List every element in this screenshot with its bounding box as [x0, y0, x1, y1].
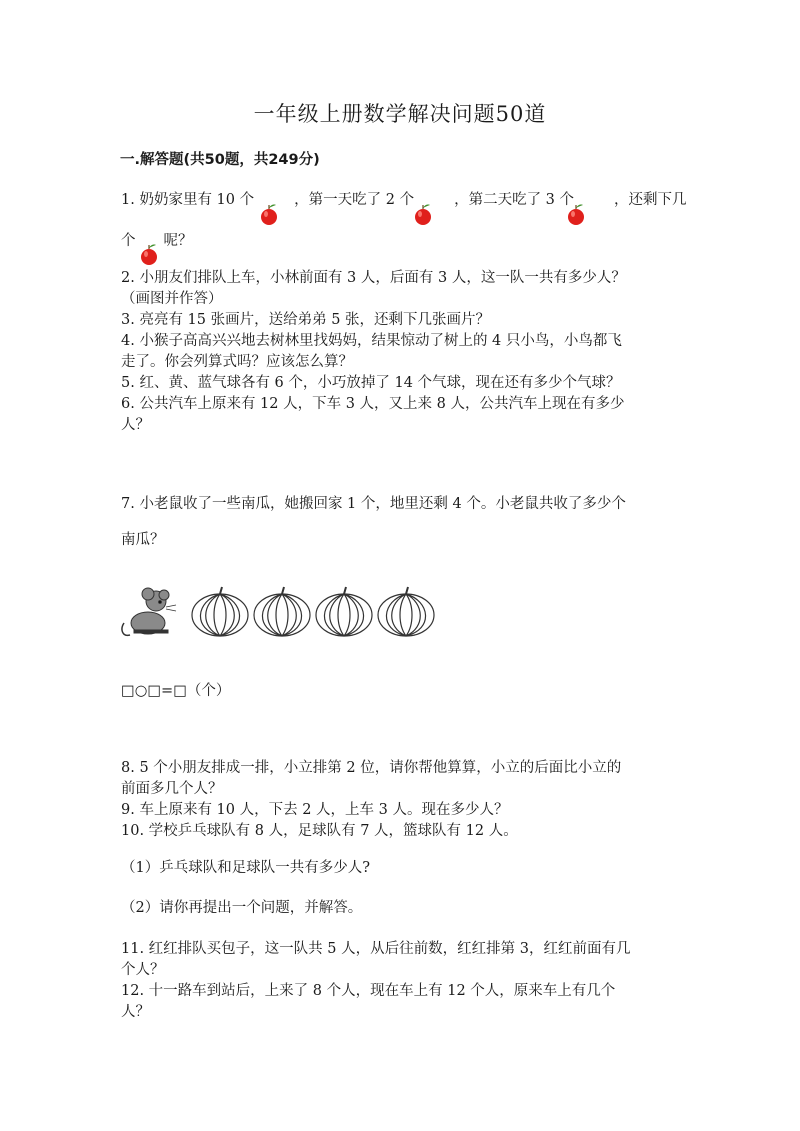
question-7-line-1: 7. 小老鼠收了一些南瓜，她搬回家 1 个，地里还剩 4 个。小老鼠共收了多少个 [121, 496, 626, 512]
question-5: 5. 红、黄、蓝气球各有 6 个，小巧放掉了 14 个气球，现在还有多少个气球？ [121, 375, 621, 391]
mouse-icon [122, 588, 176, 635]
q1-text-e: 个 [121, 233, 136, 249]
q1-text-f: 呢？ [163, 233, 193, 249]
question-8-line-2: 前面多几个人？ [121, 781, 223, 797]
apple-icon [258, 202, 280, 226]
question-7-line-2: 南瓜？ [121, 532, 165, 548]
question-10-line-1: 10. 学校乒乓球队有 8 人，足球队有 7 人，篮球队有 12 人。 [121, 823, 518, 839]
mouse-and-pumpkins-picture [120, 585, 440, 645]
question-9: 9. 车上原来有 10 人，下去 2 人，上车 3 人。现在多少人？ [121, 802, 509, 818]
pumpkin-icon [192, 587, 248, 636]
pumpkin-icon [316, 587, 372, 636]
question-2-line-2: （画图并作答） [121, 291, 223, 307]
question-4-line-2: 走了。你会列算式吗？应该怎么算？ [121, 354, 353, 370]
q1-text-a: 1. 奶奶家里有 10 个 [121, 192, 255, 208]
apple-icon [138, 242, 160, 266]
q1-text-d: ，还剩下几 [614, 192, 687, 208]
question-4-line-1: 4. 小猴子高高兴兴地去树林里找妈妈，结果惊动了树上的 4 只小鸟，小鸟都飞 [121, 333, 622, 349]
apple-icon [412, 202, 434, 226]
question-2-line-1: 2. 小朋友们排队上车，小林前面有 3 人，后面有 3 人，这一队一共有多少人？ [121, 270, 626, 286]
question-12-line-2: 人？ [121, 1004, 150, 1020]
apple-icon [565, 202, 587, 226]
question-6-line-2: 人？ [121, 417, 150, 433]
q1-text-c: ，第二天吃了 3 个 [454, 192, 575, 208]
question-6-line-1: 6. 公共汽车上原来有 12 人，下车 3 人，又上来 8 人，公共汽车上现在有多少 [121, 396, 625, 412]
question-11-line-2: 个人？ [121, 962, 165, 978]
question-8-line-1: 8. 5 个小朋友排成一排，小立排第 2 位，请你帮他算算，小立的后面比小立的 [121, 760, 622, 776]
question-3: 3. 亮亮有 15 张画片，送给弟弟 5 张，还剩下几张画片？ [121, 312, 491, 328]
question-10-sub-2: （2）请你再提出一个问题，并解答。 [121, 900, 363, 916]
question-7-formula: □○□=□（个） [121, 683, 231, 699]
question-10-sub-1: （1）乒乓球队和足球队一共有多少人? [121, 860, 370, 876]
q1-text-b: ，第一天吃了 2 个 [294, 192, 415, 208]
question-12-line-1: 12. 十一路车到站后，上来了 8 个人，现在车上有 12 个人，原来车上有几个 [121, 983, 616, 999]
section-heading: 一.解答题(共50题，共249分) [120, 152, 320, 168]
question-1-line-1 [121, 190, 687, 210]
pumpkin-icon [378, 587, 434, 636]
pumpkin-icon [254, 587, 310, 636]
page-title: 一年级上册数学解决问题50道 [253, 102, 547, 126]
question-11-line-1: 11. 红红排队买包子，这一队共 5 人，从后往前数，红红排第 3，红红前面有几 [121, 941, 631, 957]
